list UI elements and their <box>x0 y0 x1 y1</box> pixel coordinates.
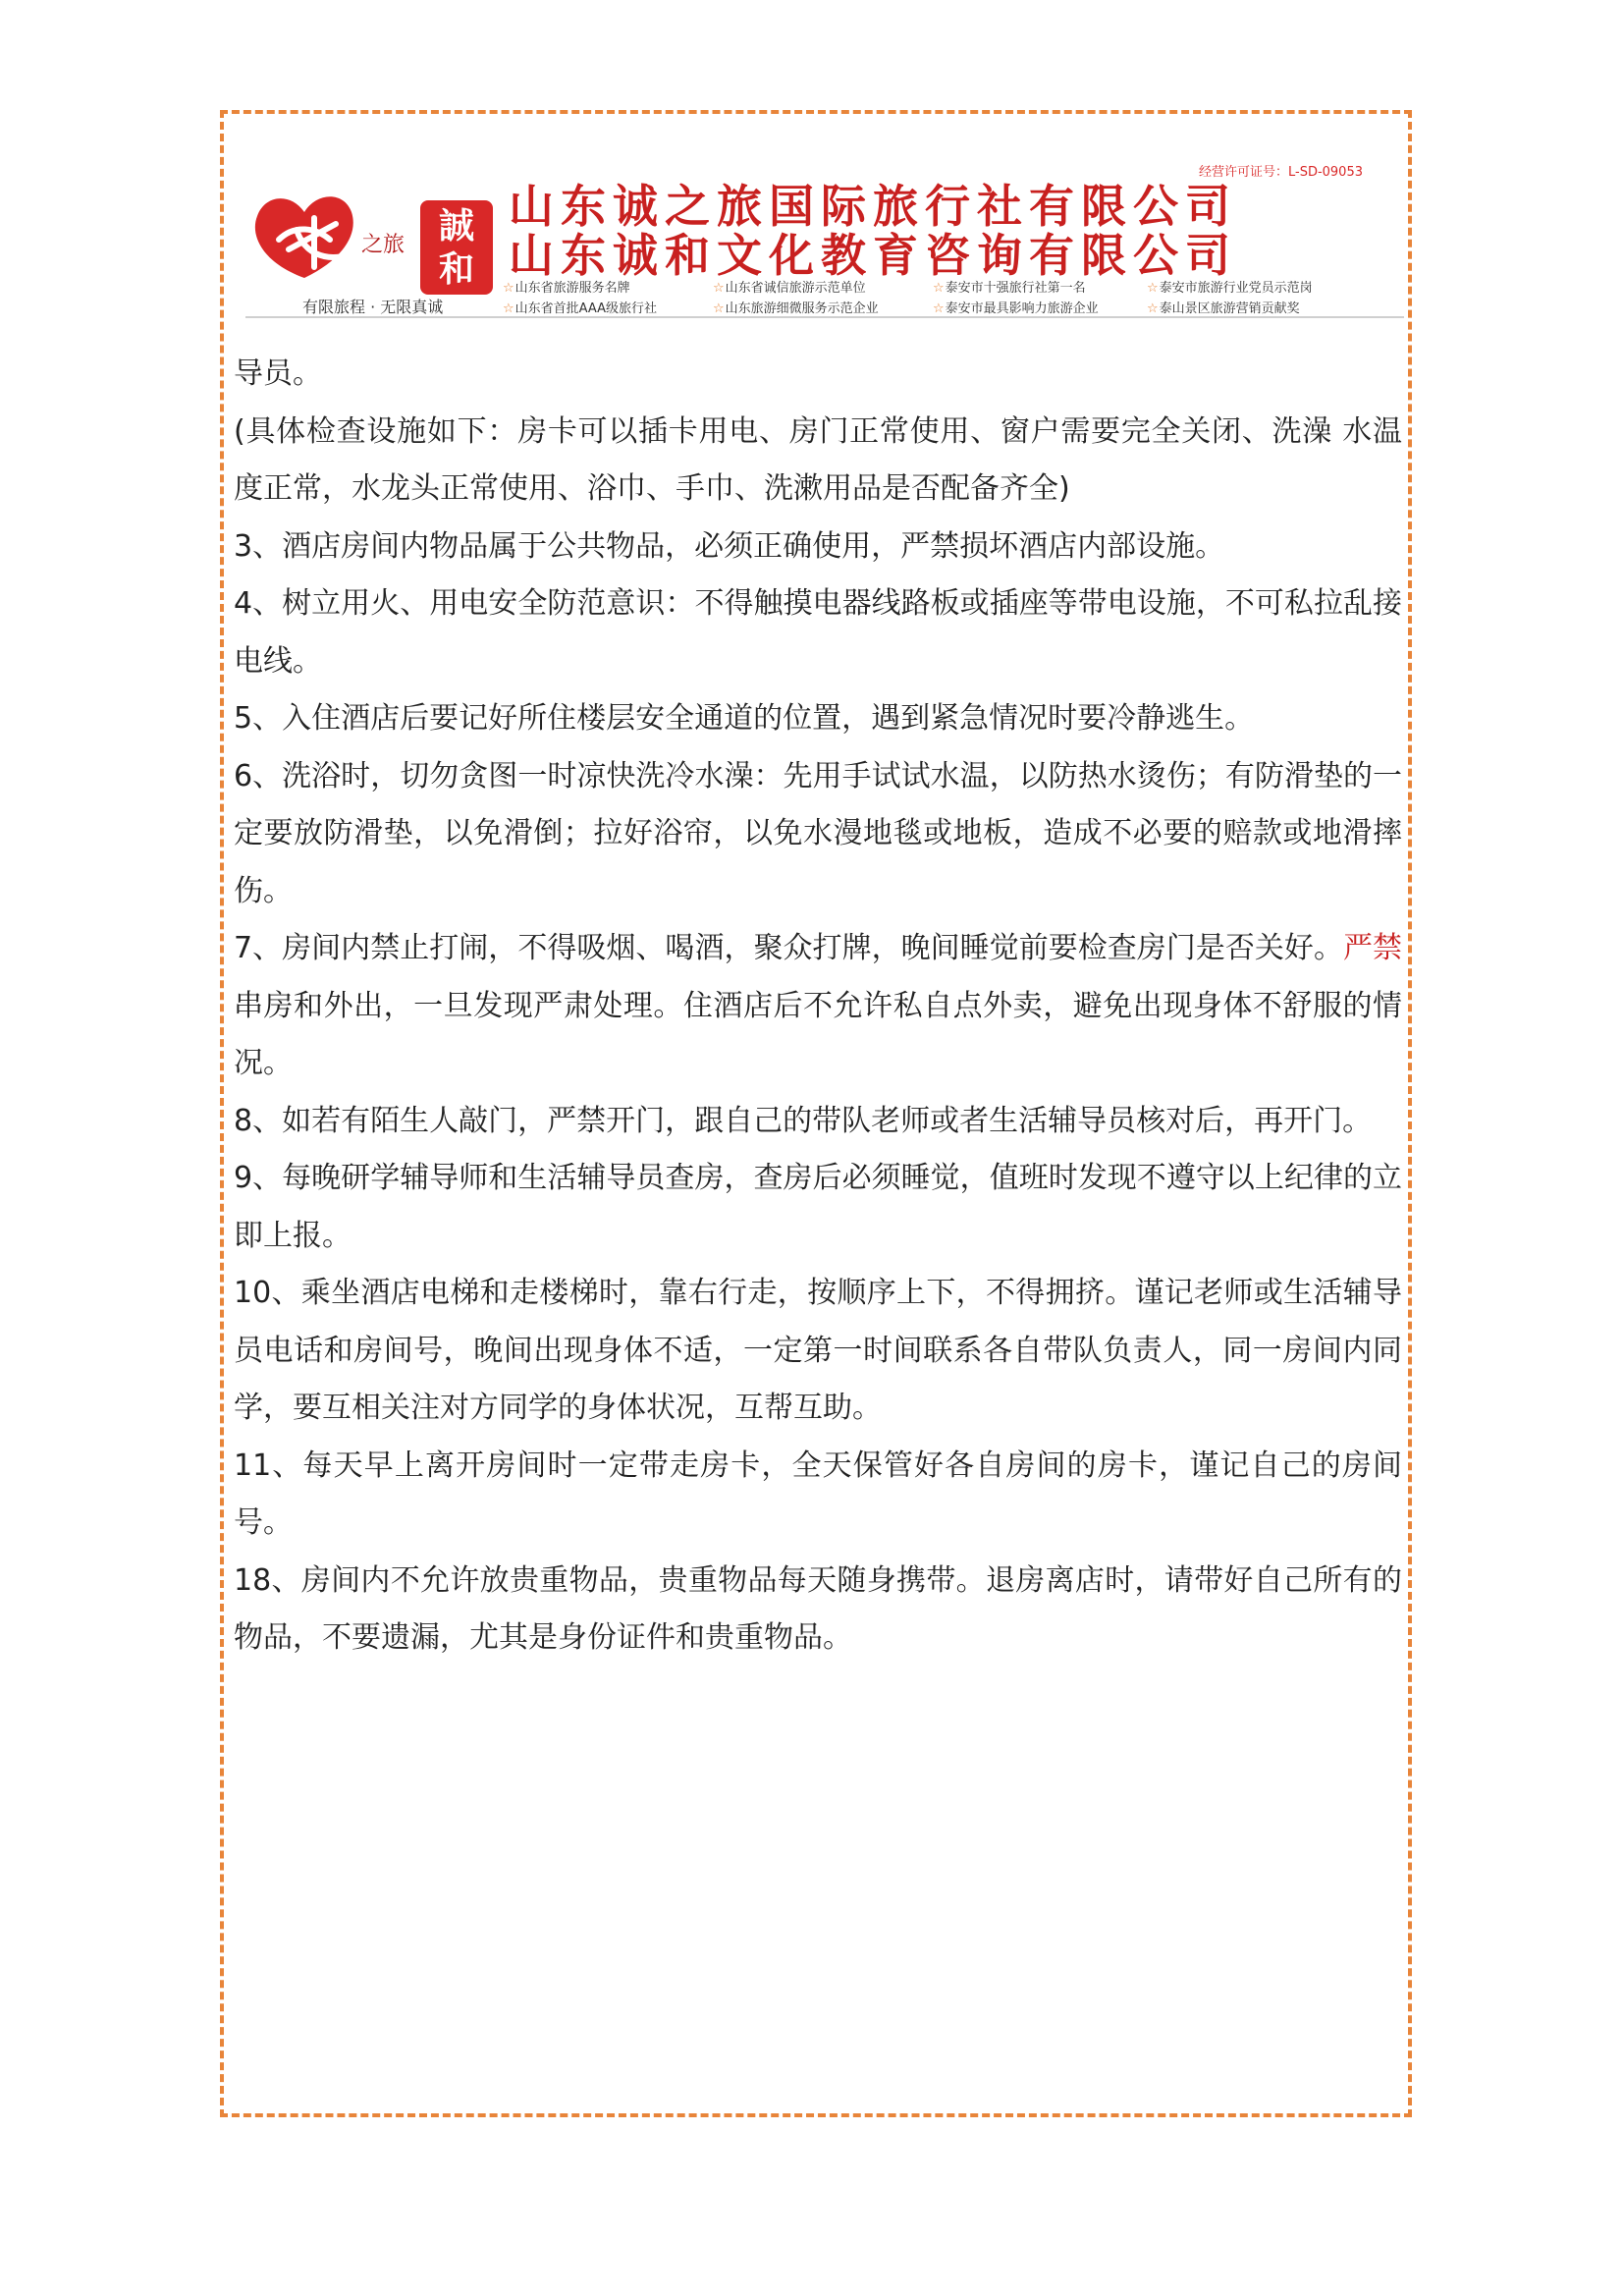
rule-paragraph: 8、如若有陌生人敲门，严禁开门，跟自己的带队老师或者生活辅导员核对后，再开门。 <box>234 1103 1373 1138</box>
rule-paragraph: 11、每天早上离开房间时一定带走房卡，全天保管好各自房间的房卡，谨记自己的房间号。 <box>234 1448 1402 1540</box>
cheng-he-seal <box>420 200 493 295</box>
svg-text:之旅: 之旅 <box>361 233 406 257</box>
rule-paragraph: 5、入住酒店后要记好所住楼层安全通道的位置，遇到紧急情况时要冷静逃生。 <box>234 701 1255 736</box>
company-name-2: 山东诚和文化教育咨询有限公司 <box>509 229 1237 282</box>
letterhead <box>245 147 1404 324</box>
honor-item: ☆ 山东省诚信旅游示范单位 <box>713 277 933 296</box>
honor-item: ☆ 泰安市旅游行业党员示范岗 <box>1147 277 1367 296</box>
rule-paragraph: 6、洗浴时，切勿贪图一时凉快洗冷水澡：先用手试试水温，以防热水烫伤；有防滑垫的一定要放防滑垫，以免滑倒；拉好浴帘，以免水漫地毯或地板，造成不必要的赔款或地滑摔伤。 <box>234 758 1402 908</box>
rule-paragraph: 导员。 <box>234 356 322 391</box>
rule-paragraph: (具体检查设施如下：房卡可以插卡用电、房门正常使用、窗户需要完全关闭、洗澡 水温度正常，水龙头正常使用、浴巾、手巾、洗漱用品是否配备齐全) <box>234 413 1402 506</box>
seal-char-1: 誠 <box>438 205 474 246</box>
honors-list <box>503 277 1367 316</box>
rule-paragraph: 18、房间内不允许放贵重物品，贵重物品每天随身携带。退房离店时，请带好自己所有的物品，不要遗漏，尤其是身份证件和贵重物品。 <box>234 1562 1402 1655</box>
honor-item: ☆ 泰安市最具影响力旅游企业 <box>933 298 1147 316</box>
rule-text: 串房和外出，一旦发现严肃处理。住酒店后不允许私自点外卖，避免出现身体不舒服的情况。 <box>234 988 1402 1080</box>
honor-item: ☆ 泰山景区旅游营销贡献奖 <box>1147 298 1367 316</box>
rule-paragraph: 3、酒店房间内物品属于公共物品，必须正确使用，严禁损坏酒店内部设施。 <box>234 528 1225 564</box>
license-number: 经营许可证号：L-SD-09053 <box>1198 165 1363 180</box>
honor-item: ☆ 山东省首批AAA级旅行社 <box>503 298 713 316</box>
seal-char-2: 和 <box>438 248 474 290</box>
company-name-1: 山东诚之旅国际旅行社有限公司 <box>509 180 1237 233</box>
rule-paragraph <box>234 920 1402 1093</box>
rule-paragraph: 4、树立用火、用电安全防范意识：不得触摸电器线路板或插座等带电设施，不可私拉乱接电线。 <box>234 586 1402 679</box>
rules-body <box>234 346 1402 1667</box>
emphasis-text: 严禁 <box>1342 931 1402 965</box>
rule-text: 7、房间内禁止打闹，不得吸烟、喝酒，聚众打牌，晚间睡觉前要检查房门是否关好。 <box>234 931 1343 965</box>
header-divider <box>245 316 1404 318</box>
rule-paragraph: 10、乘坐酒店电梯和走楼梯时，靠右行走，按顺序上下，不得拥挤。谨记老师或生活辅导员电话和房间号，晚间出现身体不适，一定第一时间联系各自带队负责人，同一房间内同学，要互相关注对方同学的身体状况，互帮互助。 <box>234 1276 1402 1425</box>
honor-item: ☆ 山东省旅游服务名牌 <box>503 277 713 296</box>
honor-item: ☆ 山东旅游细微服务示范企业 <box>713 298 933 316</box>
rule-paragraph: 9、每晚研学辅导师和生活辅导员查房，查房后必须睡觉，值班时发现不遵守以上纪律的立即上报。 <box>234 1161 1402 1253</box>
honor-item: ☆ 泰安市十强旅行社第一名 <box>933 277 1147 296</box>
brand-tagline: 有限旅程 · 无限真诚 <box>302 298 444 316</box>
brand-logo <box>245 185 417 288</box>
